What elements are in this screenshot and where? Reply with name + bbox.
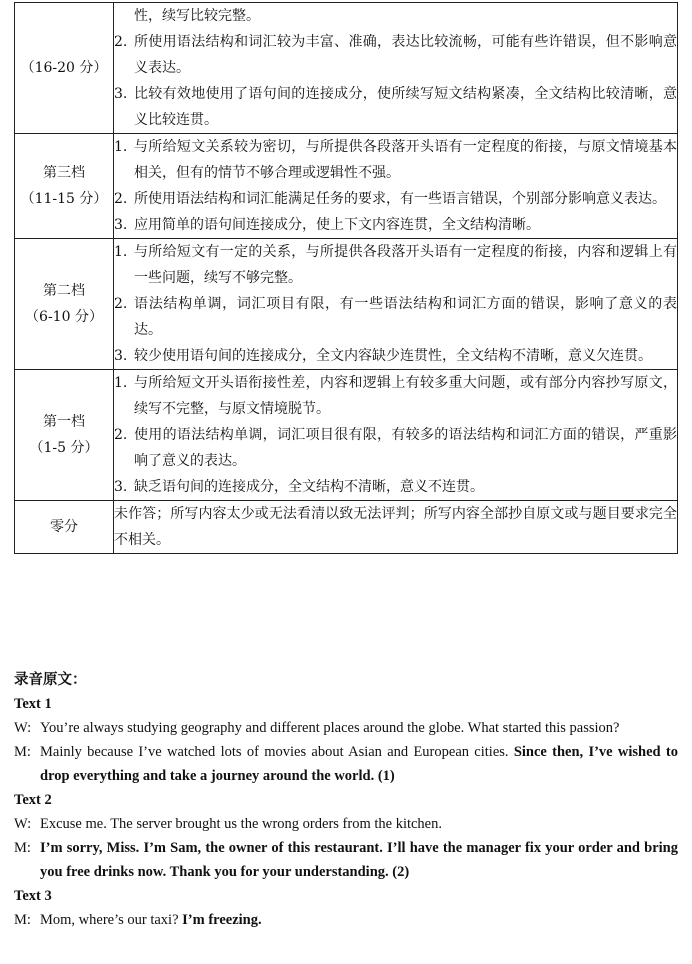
dialogue-text-part: Excuse me. The server brought us the wrong orders from the kitchen. — [40, 816, 442, 832]
dialogue-text-bold: I’m sorry, Miss. I’m Sam, the owner of this restaurant. I’ll have the manager fix your order and bring you free drinks now. Thank you for your understanding. (2) — [40, 840, 678, 880]
criteria-item — [114, 29, 677, 81]
criteria-item — [114, 343, 677, 369]
grade-band-label: （11-15 分） — [20, 191, 108, 207]
criteria-text: 语法结构单调，词汇项目有限，有一些语法结构和词汇方面的错误，影响了意义的表达。 — [134, 296, 677, 338]
criteria-text: 未作答；所写内容太少或无法看清以致无法评判；所写内容全部抄自原文或与题目要求完全不相关。 — [114, 506, 677, 548]
criteria-item — [114, 291, 677, 343]
grade-row — [15, 501, 678, 554]
criteria-text: 性，续写比较完整。 — [134, 8, 260, 24]
criteria-item — [114, 134, 677, 186]
criteria-number: 2. — [114, 191, 128, 207]
criteria-text: 与所给短文关系较为密切，与所提供各段落开头语有一定程度的衔接，与原文情境基本相关，但有的情节不够合理或逻辑性不强。 — [134, 139, 677, 181]
grade-band-cell — [15, 239, 114, 370]
criteria-number: 2. — [114, 296, 128, 312]
criteria-item — [114, 186, 677, 212]
speaker-label: M: — [14, 840, 31, 856]
dialogue-text — [40, 836, 678, 884]
dialogue-line — [14, 908, 678, 932]
grade-criteria-cell — [114, 239, 678, 370]
speaker-label: W: — [14, 816, 32, 832]
criteria-item — [114, 212, 677, 238]
grade-band-cell — [15, 134, 114, 239]
criteria-text: 与所给短文开头语衔接性差，内容和逻辑上有较多重大问题，或有部分内容抄写原文，续写不完整，与原文情境脱节。 — [134, 375, 677, 417]
grade-band-cell — [15, 3, 114, 134]
criteria-number: 1. — [114, 139, 128, 155]
criteria-item — [114, 370, 677, 422]
grade-criteria-cell — [114, 501, 678, 554]
criteria-item — [114, 81, 677, 133]
grade-band-label: 第一档 — [43, 414, 85, 430]
dialogue-text — [40, 908, 678, 932]
criteria-number: 3. — [114, 217, 128, 233]
criteria-number: 3. — [114, 86, 128, 102]
grade-criteria-cell — [114, 3, 678, 134]
dialogue-line — [14, 812, 678, 836]
dialogue-line — [14, 740, 678, 788]
dialogue-text-bold: Since then, I’ve wished to drop everything and take a journey around the world. (1) — [40, 744, 678, 784]
transcript-section — [14, 668, 678, 932]
criteria-text: 使用的语法结构单调，词汇项目很有限，有较多的语法结构和词汇方面的错误，严重影响了意义的表达。 — [134, 427, 677, 469]
criteria-number: 2. — [114, 427, 128, 443]
criteria-text: 较少使用语句间的连接成分，全文内容缺少连贯性，全文结构不清晰，意义欠连贯。 — [134, 348, 652, 364]
criteria-number: 1. — [114, 375, 128, 391]
criteria-item — [114, 422, 677, 474]
dialogue-text-part: You’re always studying geography and different places around the globe. What started this passion? — [40, 720, 620, 736]
speaker-label: M: — [14, 912, 31, 928]
criteria-item — [114, 3, 677, 29]
grading-table — [14, 2, 678, 554]
dialogue-line — [14, 716, 678, 740]
dialogue-text — [40, 812, 678, 836]
criteria-text: 缺乏语句间的连接成分，全文结构不清晰，意义不连贯。 — [134, 479, 484, 495]
grade-band-label: （6-10 分） — [25, 309, 103, 325]
grade-criteria-cell — [114, 370, 678, 501]
grade-criteria-cell — [114, 134, 678, 239]
speaker-label: W: — [14, 720, 32, 736]
criteria-number — [114, 3, 134, 29]
dialogue-text — [40, 716, 678, 740]
criteria-text: 应用简单的语句间连接成分，使上下文内容连贯，全文结构清晰。 — [134, 217, 540, 233]
criteria-text: 比较有效地使用了语句间的连接成分，使所续写短文结构紧凑，全文结构比较清晰，意义比较连贯。 — [134, 86, 677, 128]
dialogue-line — [14, 836, 678, 884]
grade-band-cell — [15, 370, 114, 501]
criteria-text: 与所给短文有一定的关系，与所提供各段落开头语有一定程度的衔接，内容和逻辑上有一些问题，续写不够完整。 — [134, 244, 677, 286]
criteria-number: 2. — [114, 34, 128, 50]
dialogue-text — [40, 740, 678, 788]
dialogue-text-part: Mom, where’s our taxi? — [40, 912, 183, 928]
grade-band-label: （16-20 分） — [20, 60, 108, 76]
transcript-heading: 录音原文： — [14, 672, 87, 688]
grade-band-label: 零分 — [50, 519, 78, 535]
criteria-number: 3. — [114, 479, 128, 495]
criteria-item — [114, 239, 677, 291]
dialogue-text-bold: I’m freezing. — [182, 912, 262, 928]
transcript-texts — [14, 692, 678, 932]
grade-band-cell — [15, 501, 114, 554]
grade-band-label: 第二档 — [43, 283, 85, 299]
dialogue-text-part: Mainly because I’ve watched lots of movies about Asian and European cities. — [40, 744, 514, 760]
grade-row — [15, 3, 678, 134]
grade-row — [15, 370, 678, 501]
transcript-text-title: Text 1 — [14, 696, 52, 712]
grade-band-label: 第三档 — [43, 165, 85, 181]
criteria-number: 3. — [114, 348, 128, 364]
grade-row — [15, 239, 678, 370]
criteria-number: 1. — [114, 244, 128, 260]
speaker-label: M: — [14, 744, 31, 760]
grade-row — [15, 134, 678, 239]
transcript-text-title: Text 3 — [14, 888, 52, 904]
criteria-text: 所使用语法结构和词汇较为丰富、准确，表达比较流畅，可能有些许错误，但不影响意义表达。 — [134, 34, 677, 76]
grade-band-label: （1-5 分） — [29, 440, 99, 456]
criteria-item — [114, 474, 677, 500]
criteria-text: 所使用语法结构和词汇能满足任务的要求，有一些语言错误，个别部分影响意义表达。 — [134, 191, 666, 207]
transcript-text-title: Text 2 — [14, 792, 52, 808]
